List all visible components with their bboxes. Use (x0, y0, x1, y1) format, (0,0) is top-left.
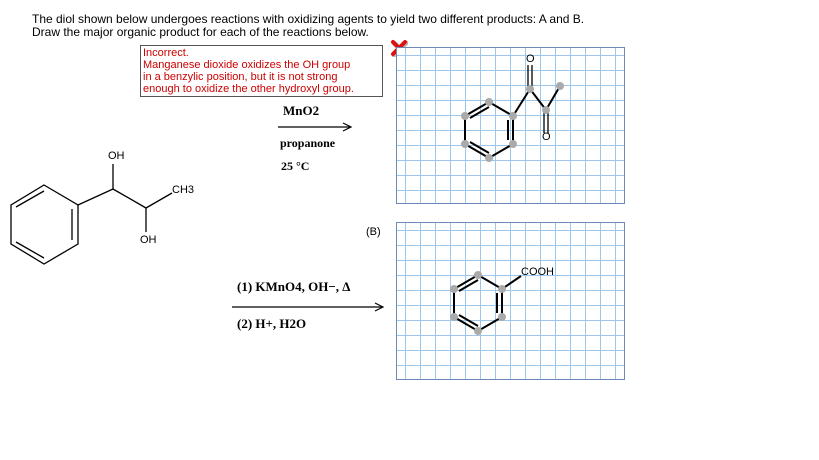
feedback-status: Incorrect. (143, 47, 189, 59)
oh-bottom-label: OH (140, 234, 157, 246)
question-text (32, 13, 584, 39)
feedback-line-1: Manganese dioxide oxidizes the OH group (143, 59, 351, 71)
product-a-oxygen-bottom: O (542, 131, 551, 143)
question-line-1: The diol shown below undergoes reactions with oxidizing agents to yield two different products: A and B. (32, 12, 585, 26)
drawing-canvas-b[interactable] (396, 222, 625, 380)
feedback-box (140, 45, 383, 97)
solvent-a: propanone (280, 136, 336, 150)
label-b: (B) (366, 226, 381, 238)
step-1-b: (1) KMnO4, OH−, Δ (237, 279, 351, 294)
reagent-a: MnO2 (283, 103, 320, 118)
drawing-canvas-a[interactable] (396, 47, 625, 204)
product-b-group: COOH (521, 266, 554, 278)
feedback-line-2: in a benzylic position, but it is not strong (143, 71, 338, 83)
step-2-b: (2) H+, H2O (237, 316, 307, 331)
product-a-oxygen-top: O (526, 53, 535, 65)
methyl-label: CH3 (172, 184, 195, 196)
temperature-a: 25 °C (281, 159, 310, 173)
oh-top-label: OH (108, 150, 125, 162)
feedback-line-3: enough to oxidize the other hydroxyl group. (143, 83, 354, 95)
question-line-2: Draw the major organic product for each of the reactions below. (32, 25, 369, 39)
